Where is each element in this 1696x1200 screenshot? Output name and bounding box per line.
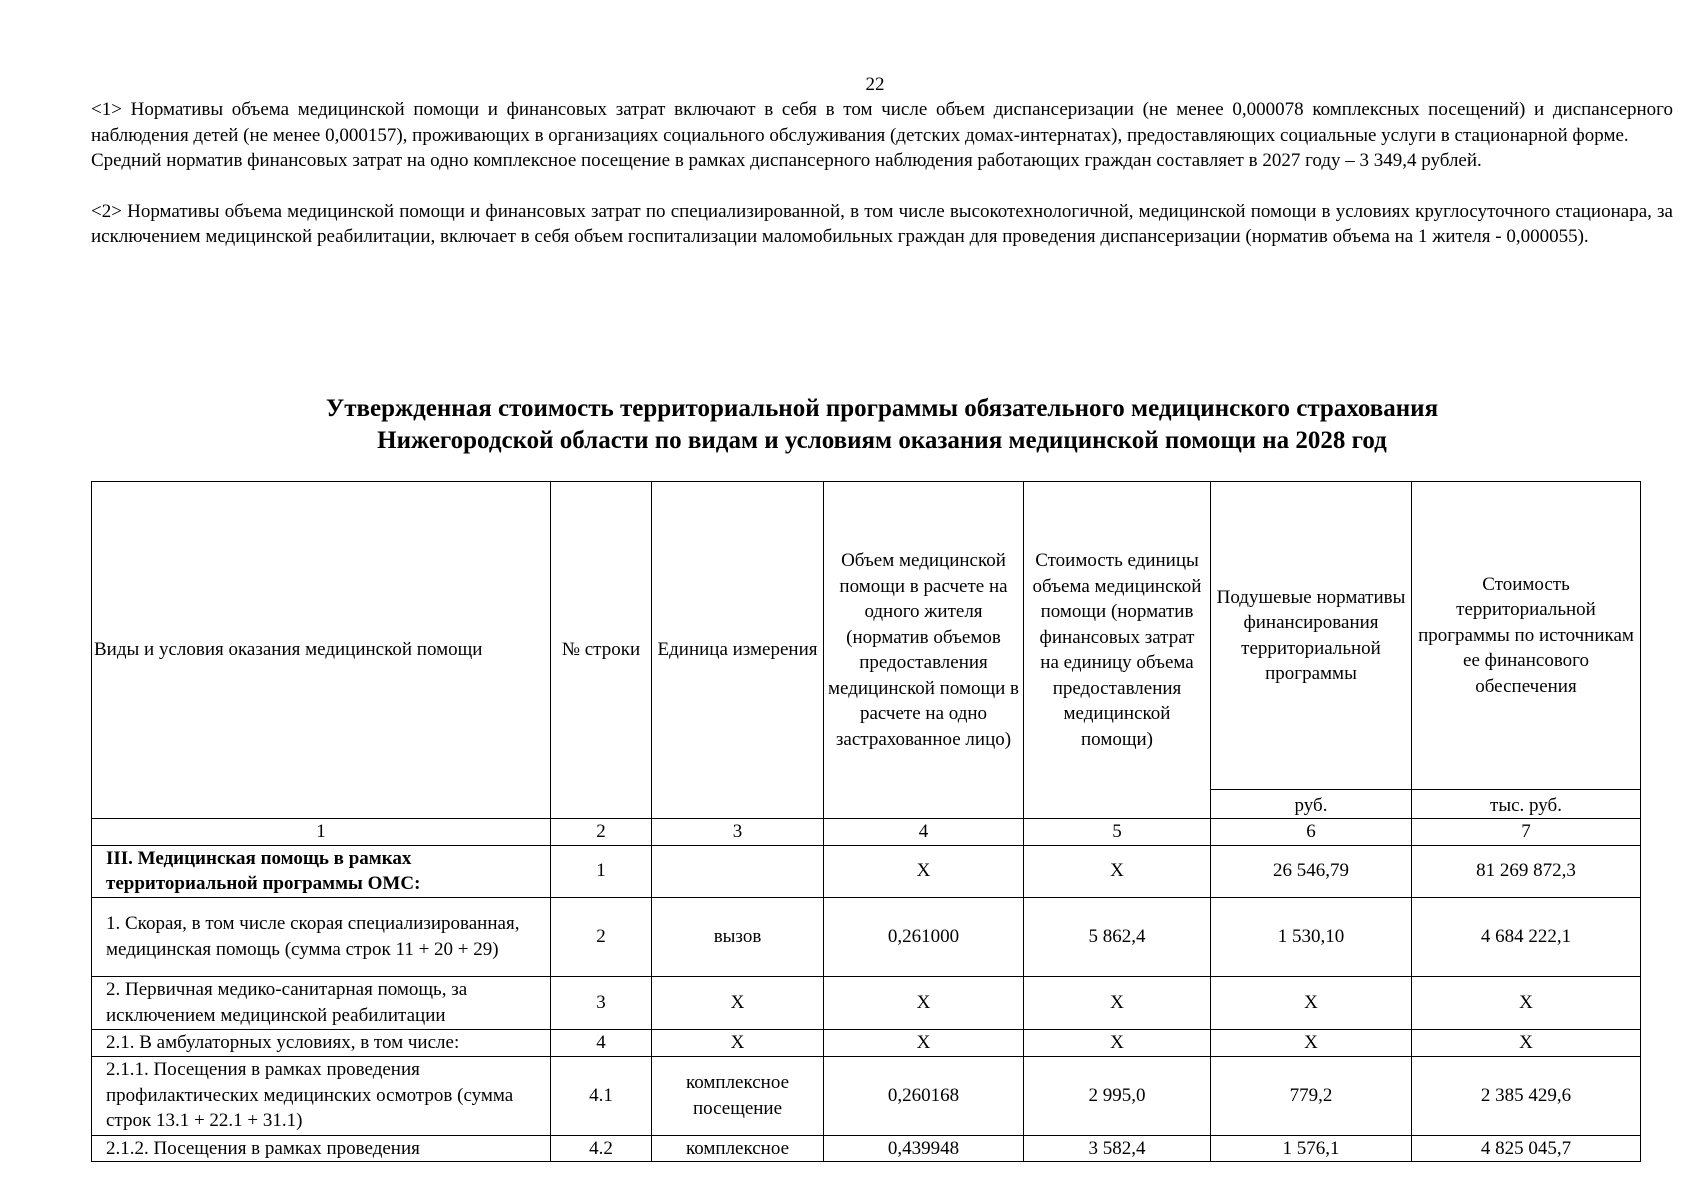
column-number: 7	[1412, 819, 1641, 846]
row-name: 1. Скорая, в том числе скорая специализированная, медицинская помощь (сумма строк 11 + 20 + 29)	[92, 897, 551, 976]
row-volume: Х	[824, 976, 1024, 1029]
row-total: 81 269 872,3	[1412, 845, 1641, 897]
cost-table	[91, 481, 1641, 1162]
row-unit-cost: Х	[1024, 976, 1211, 1029]
row-number: 3	[551, 976, 652, 1029]
row-unit-cost: Х	[1024, 845, 1211, 897]
row-unit: Х	[652, 1029, 824, 1056]
column-number: 1	[92, 819, 551, 846]
row-number: 4	[551, 1029, 652, 1056]
table-row	[92, 976, 1641, 1029]
row-name: III. Медицинская помощь в рамках территориальной программы ОМС:	[92, 845, 551, 897]
footnote-2: <2> Нормативы объема медицинской помощи и финансовых затрат по специализированной, в том числе высокотехнологичной, медицинской помощи в условиях круглосуточного стационара, за исключением медицинской реабилитации, включает в себя объем госпитализации маломобильных граждан для проведения диспансеризации (норматив объема на 1 жителя - 0,000055).	[91, 200, 1673, 247]
row-unit-cost: 3 582,4	[1024, 1135, 1211, 1162]
row-total: 4 825 045,7	[1412, 1135, 1641, 1162]
header-row	[92, 482, 1641, 790]
row-volume: Х	[824, 1029, 1024, 1056]
row-per-capita: Х	[1211, 976, 1412, 1029]
row-per-capita: Х	[1211, 1029, 1412, 1056]
column-number-row	[92, 819, 1641, 846]
row-per-capita: 1 530,10	[1211, 897, 1412, 976]
row-per-capita: 1 576,1	[1211, 1135, 1412, 1162]
row-per-capita: 26 546,79	[1211, 845, 1412, 897]
row-number: 1	[551, 845, 652, 897]
row-total: 4 684 222,1	[1412, 897, 1641, 976]
header-per-capita: Подушевые нормативы финансирования территориальной программы	[1211, 482, 1412, 790]
header-unit-cost: Стоимость единицы объема медицинской помощи (норматив финансовых затрат на единицу объема предоставления медицинской помощи)	[1024, 482, 1211, 819]
row-name: 2. Первичная медико-санитарная помощь, за исключением медицинской реабилитации	[92, 976, 551, 1029]
table-row	[92, 845, 1641, 897]
table-row	[92, 1029, 1641, 1056]
row-number: 4.2	[551, 1135, 652, 1162]
header-total-cost: Стоимость территориальной программы по источникам ее финансового обеспечения	[1412, 482, 1641, 790]
column-number: 3	[652, 819, 824, 846]
row-volume: 0,260168	[824, 1056, 1024, 1135]
table-row	[92, 1056, 1641, 1135]
table-row	[92, 1135, 1641, 1162]
column-number: 2	[551, 819, 652, 846]
column-number: 5	[1024, 819, 1211, 846]
row-name: 2.1.1. Посещения в рамках проведения профилактических медицинских осмотров (сумма строк 13.1 + 22.1 + 31.1)	[92, 1056, 551, 1135]
row-unit-cost: 5 862,4	[1024, 897, 1211, 976]
header-volume: Объем медицинской помощи в расчете на одного жителя (норматив объемов предоставления медицинской помощи в расчете на одно застрахованное лицо)	[824, 482, 1024, 819]
title-line-2: Нижегородской области по видам и условиям оказания медицинской помощи на 2028 год	[377, 427, 1387, 454]
row-unit: вызов	[652, 897, 824, 976]
row-unit: Х	[652, 976, 824, 1029]
row-number: 4.1	[551, 1056, 652, 1135]
row-volume: 0,439948	[824, 1135, 1024, 1162]
row-volume: Х	[824, 845, 1024, 897]
row-unit	[652, 845, 824, 897]
row-total: 2 385 429,6	[1412, 1056, 1641, 1135]
table-row	[92, 897, 1641, 976]
column-number: 6	[1211, 819, 1412, 846]
row-unit: комплексное посещение	[652, 1056, 824, 1135]
title-line-1: Утвержденная стоимость территориальной программы обязательного медицинского страхования	[325, 395, 1439, 422]
row-volume: 0,261000	[824, 897, 1024, 976]
row-name: 2.1.2. Посещения в рамках проведения	[92, 1135, 551, 1162]
column-number: 4	[824, 819, 1024, 846]
row-name: 2.1. В амбулаторных условиях, в том числе:	[92, 1029, 551, 1056]
footnotes	[91, 97, 1673, 250]
row-per-capita: 779,2	[1211, 1056, 1412, 1135]
row-unit: комплексное	[652, 1135, 824, 1162]
row-unit-cost: Х	[1024, 1029, 1211, 1056]
row-number: 2	[551, 897, 652, 976]
row-unit-cost: 2 995,0	[1024, 1056, 1211, 1135]
header-unit-rub: руб.	[1211, 790, 1412, 819]
header-row-number: № строки	[551, 482, 652, 819]
page-title	[91, 393, 1673, 457]
row-total: Х	[1412, 976, 1641, 1029]
header-unit-thousand-rub: тыс. руб.	[1412, 790, 1641, 819]
header-care-type: Виды и условия оказания медицинской помощи	[92, 482, 551, 819]
footnote-1-average: Средний норматив финансовых затрат на одно комплексное посещение в рамках диспансерного наблюдения работающих граждан составляет в 2027 году – 3 349,4 рублей.	[91, 150, 1482, 171]
row-total: Х	[1412, 1029, 1641, 1056]
page-number: 22	[865, 74, 885, 95]
footnote-1: <1> Нормативы объема медицинской помощи и финансовых затрат включают в себя в том числе объем диспансеризации (не менее 0,000078 комплексных посещений) и диспансерного наблюдения детей (не менее 0,000157), проживающих в организациях социального обслуживания (детских домах-интернатах), предоставляющих социальные услуги в стационарной форме.	[91, 99, 1673, 146]
header-unit: Единица измерения	[652, 482, 824, 819]
